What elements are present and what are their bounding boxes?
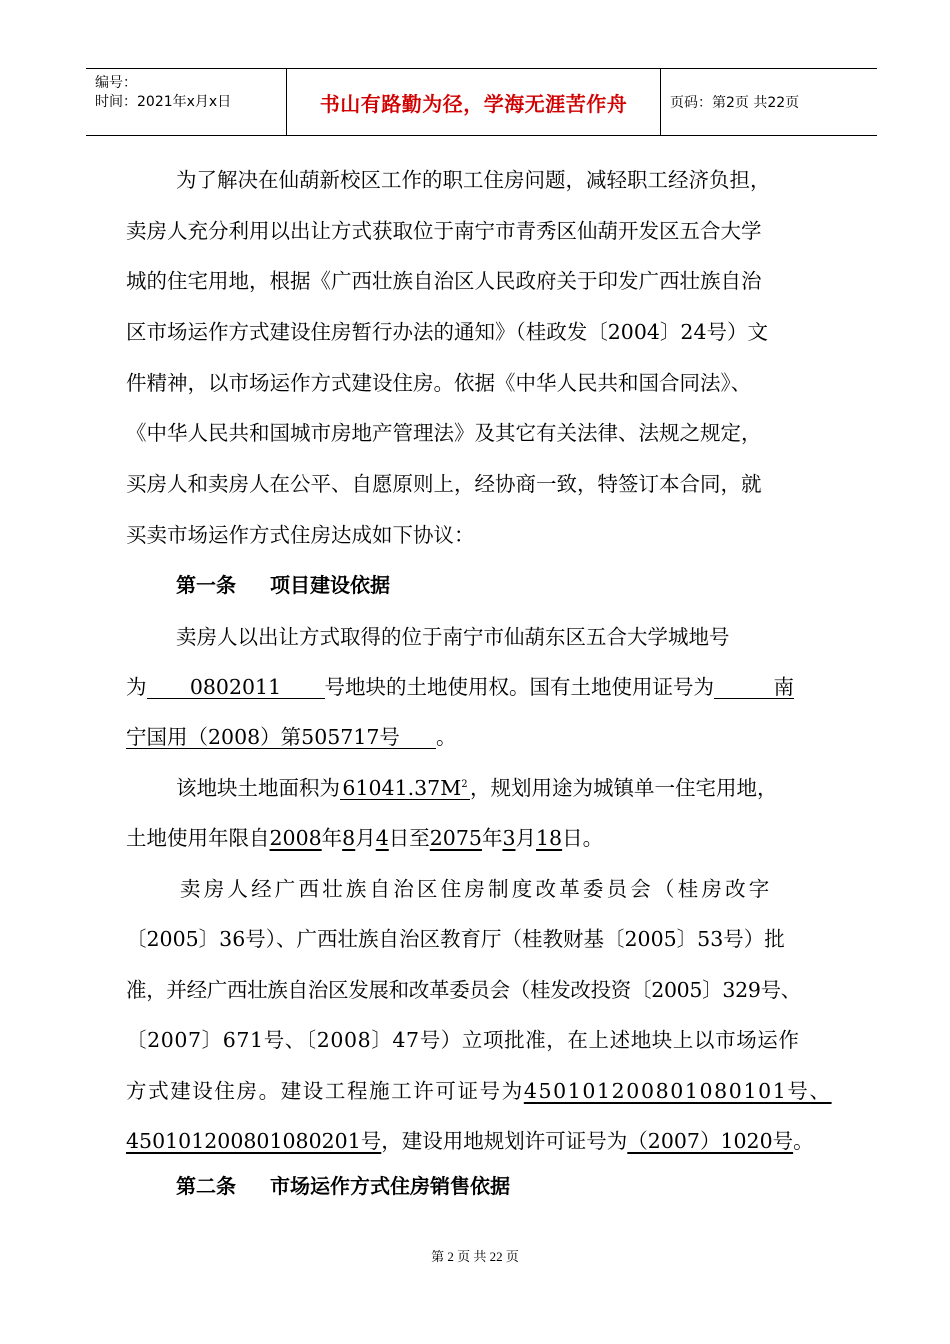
approval-line: 卖房人经广西壮族自治区住房制度改革委员会（桂房改字 bbox=[180, 877, 773, 901]
article-2-title: 市场运作方式住房销售依据 bbox=[270, 1174, 510, 1198]
header-motto-cell bbox=[287, 69, 661, 135]
land-area-field bbox=[340, 774, 470, 800]
article-1-line: 卖房人以出让方式取得的位于南宁市仙葫东区五合大学城地号 bbox=[176, 625, 730, 649]
text-fragment: 年 bbox=[481, 826, 503, 850]
header-meta bbox=[86, 69, 287, 135]
motto-text: 书山有路勤为径，学海无涯苦作舟 bbox=[319, 91, 628, 116]
intro-line: 《中华人民共和国城市房地产管理法》及其它有关法律、法规之规定， bbox=[126, 421, 762, 445]
text-fragment: 号地块的土地使用权。国有土地使用证号为 bbox=[324, 675, 714, 699]
text-fragment: 年 bbox=[321, 826, 343, 850]
article-2-heading bbox=[176, 1170, 510, 1199]
document-time-label: 时间：2021年x月x日 bbox=[95, 94, 232, 110]
article-1-heading bbox=[176, 569, 390, 598]
article-1-title: 项目建设依据 bbox=[270, 573, 390, 597]
construction-permit-number-2: 450101200801080201号 bbox=[126, 1129, 382, 1153]
text-fragment: 。 bbox=[436, 725, 457, 749]
land-area-unit-exponent: 2 bbox=[461, 779, 468, 791]
construction-permit-number-1: 450101200801080101号、 bbox=[523, 1079, 832, 1103]
article-2-number: 第二条 bbox=[176, 1174, 236, 1198]
page-footer: 第 2 页 共 22 页 bbox=[431, 1249, 519, 1264]
page-header bbox=[86, 68, 877, 136]
term-start-year: 2008 bbox=[269, 826, 322, 850]
article-1-number: 第一条 bbox=[176, 573, 236, 597]
cert-number-field-end: 宁国用（2008）第505717号 bbox=[126, 726, 436, 749]
header-page-cell bbox=[661, 69, 877, 135]
land-area-value: 61041.37M bbox=[342, 776, 462, 800]
document-number-label: 编号： bbox=[95, 75, 137, 91]
intro-line: 件精神，以市场运作方式建设住房。依据《中华人民共和国合同法》、 bbox=[126, 371, 752, 395]
text-fragment: 为 bbox=[126, 675, 147, 699]
term-start-month: 8 bbox=[342, 826, 356, 850]
intro-line: 为了解决在仙葫新校区工作的职工住房问题，减轻职工经济负担， bbox=[176, 168, 771, 192]
permit-line bbox=[126, 1074, 832, 1104]
permit-plan-line bbox=[126, 1124, 814, 1154]
term-end-year: 2075 bbox=[429, 826, 482, 850]
article-1-lot-line bbox=[126, 670, 794, 700]
text-fragment: 土地使用年限自 bbox=[126, 826, 270, 850]
approval-line: 准，并经广西壮族自治区发展和改革委员会（桂发改投资〔2005〕329号、 bbox=[126, 978, 801, 1002]
text-fragment: 。 bbox=[793, 1129, 814, 1153]
article-1-area-line bbox=[176, 771, 778, 801]
text-fragment: ，规划用途为城镇单一住宅用地， bbox=[470, 776, 778, 800]
planning-permit-number: （2007）1020号 bbox=[627, 1129, 794, 1153]
article-1-term-line bbox=[126, 821, 603, 851]
text-fragment: 方式建设住房。建设工程施工许可证号为 bbox=[126, 1079, 524, 1103]
intro-line: 城的住宅用地，根据《广西壮族自治区人民政府关于印发广西壮族自治 bbox=[126, 269, 762, 293]
term-end-day: 18 bbox=[535, 826, 563, 850]
text-fragment: ，建设用地规划许可证号为 bbox=[381, 1129, 628, 1153]
text-fragment: 月 bbox=[355, 826, 376, 850]
lot-number-field: 0802011 bbox=[147, 676, 325, 699]
cert-number-field-start: 南 bbox=[714, 676, 794, 699]
approval-line: 〔2007〕671号、〔2008〕47号）立项批准，在上述地块上以市场运作 bbox=[126, 1028, 800, 1052]
intro-line: 买房人和卖房人在公平、自愿原则上，经协商一致，特签订本合同，就 bbox=[126, 472, 762, 496]
text-fragment: 日。 bbox=[562, 826, 604, 850]
term-start-day: 4 bbox=[375, 826, 389, 850]
intro-line: 买卖市场运作方式住房达成如下协议： bbox=[126, 523, 475, 547]
text-fragment: 该地块土地面积为 bbox=[176, 776, 340, 800]
text-fragment: 日至 bbox=[388, 826, 430, 850]
page-count-label: 页码：第2页 共22页 bbox=[670, 95, 800, 111]
intro-line: 区市场运作方式建设住房暂行办法的通知》（桂政发〔2004〕24号）文 bbox=[126, 320, 769, 344]
term-end-month: 3 bbox=[502, 826, 516, 850]
approval-line: 〔2005〕36号）、广西壮族自治区教育厅（桂教财基〔2005〕53号）批 bbox=[126, 927, 785, 951]
article-1-cert-line bbox=[126, 720, 457, 750]
intro-line: 卖房人充分利用以出让方式获取位于南宁市青秀区仙葫开发区五合大学 bbox=[126, 219, 762, 243]
text-fragment: 月 bbox=[515, 826, 536, 850]
